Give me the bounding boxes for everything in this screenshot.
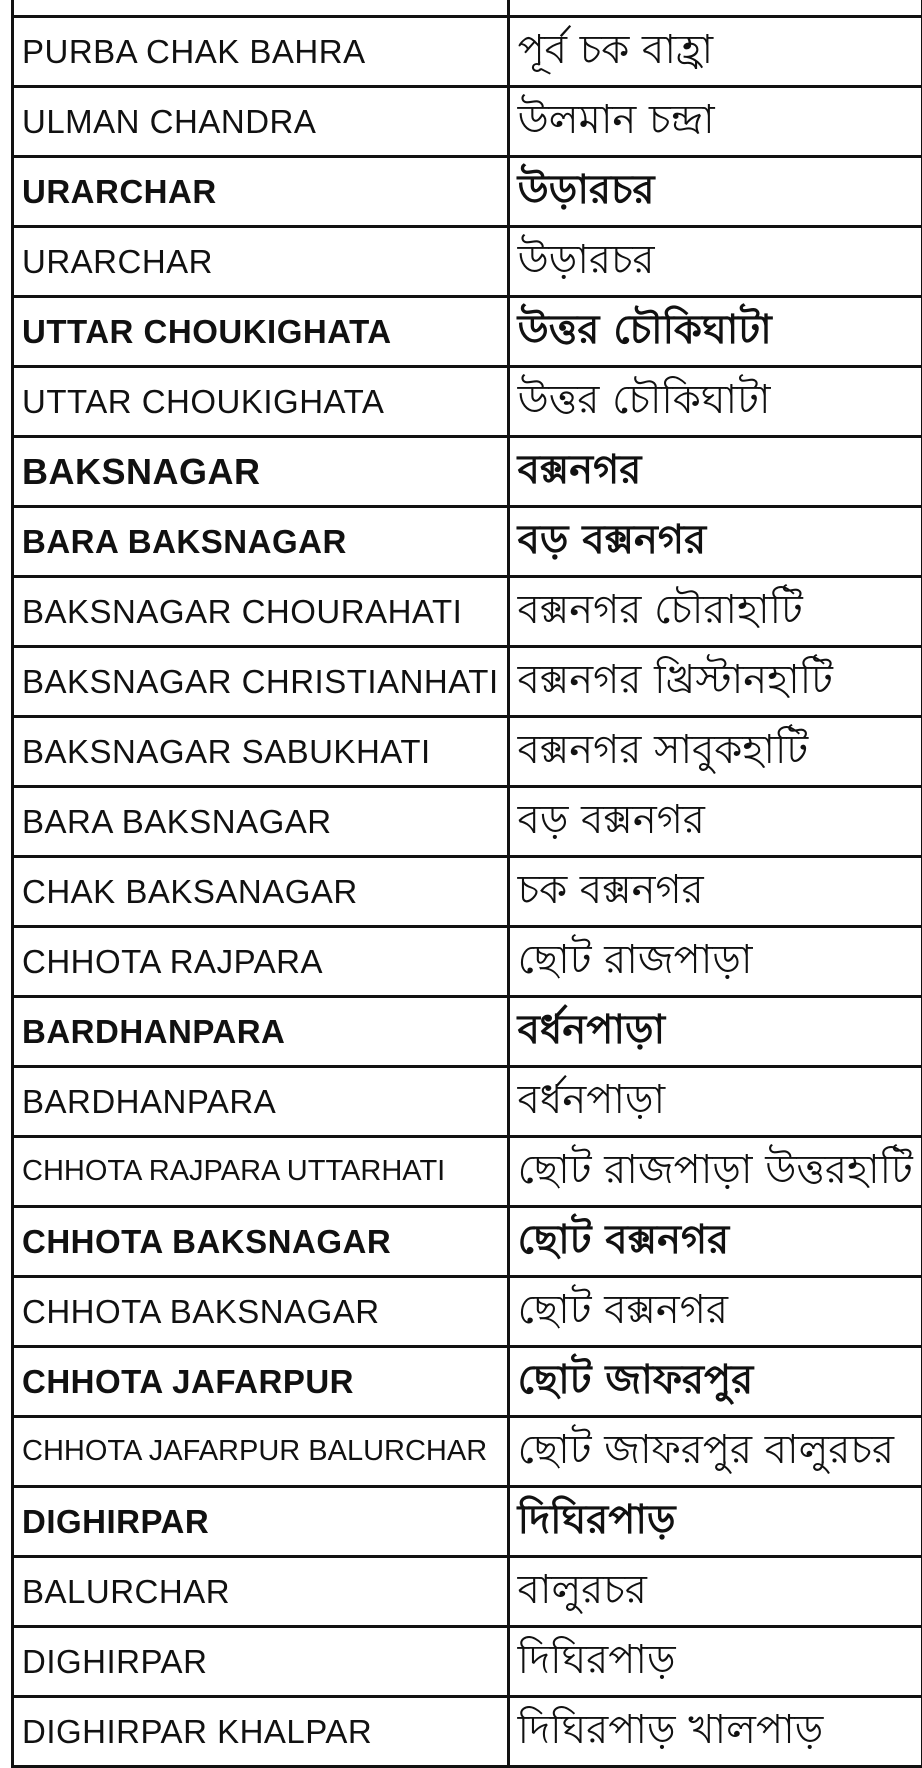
bengali-name-cell: [508, 0, 922, 17]
table-row: [13, 437, 922, 507]
bengali-name-cell: বক্সনগর খ্রিস্টানহাটি: [508, 647, 922, 717]
table-body: [13, 0, 922, 1767]
table-row: [13, 857, 922, 927]
english-name-cell: BAKSNAGAR CHRISTIANHATI: [13, 647, 509, 717]
english-name-cell: CHAK BAKSANAGAR: [13, 857, 509, 927]
english-name-cell: CHHOTA BAKSNAGAR: [13, 1277, 509, 1347]
english-name-cell: DIGHIRPAR: [13, 1627, 509, 1697]
table-row: [13, 787, 922, 857]
bengali-name-cell: বক্সনগর: [508, 437, 922, 507]
bengali-name-cell: ছোট বক্সনগর: [508, 1207, 922, 1277]
english-name-cell: BARDHANPARA: [13, 1067, 509, 1137]
left-margin: [0, 0, 11, 1613]
english-name-cell: UTTAR CHOUKIGHATA: [13, 367, 509, 437]
table-row: [13, 17, 922, 87]
bengali-name-cell: ছোট জাফরপুর: [508, 1347, 922, 1417]
english-name-cell: [13, 0, 509, 17]
bengali-name-cell: ছোট বক্সনগর: [508, 1277, 922, 1347]
table-row: [13, 507, 922, 577]
english-name-cell: BARDHANPARA: [13, 997, 509, 1067]
english-name-cell: BARA BAKSNAGAR: [13, 507, 509, 577]
table-row: [13, 1487, 922, 1557]
bengali-name-cell: দিঘিরপাড়: [508, 1627, 922, 1697]
table-row: [13, 1067, 922, 1137]
table-row: [13, 1557, 922, 1627]
bengali-name-cell: বক্সনগর সাবুকহাটি: [508, 717, 922, 787]
bengali-name-cell: দিঘিরপাড় খালপাড়: [508, 1697, 922, 1767]
bengali-name-cell: বর্ধনপাড়া: [508, 1067, 922, 1137]
table-row: [13, 1417, 922, 1487]
english-name-cell: BALURCHAR: [13, 1557, 509, 1627]
bengali-name-cell: উড়ারচর: [508, 157, 922, 227]
bengali-name-cell: দিঘিরপাড়: [508, 1487, 922, 1557]
table-row: [13, 1627, 922, 1697]
english-name-cell: URARCHAR: [13, 227, 509, 297]
bengali-name-cell: ছোট জাফরপুর বালুরচর: [508, 1417, 922, 1487]
bengali-name-cell: উত্তর চৌকিঘাটা: [508, 367, 922, 437]
table-row: [13, 1277, 922, 1347]
english-name-cell: DIGHIRPAR: [13, 1487, 509, 1557]
english-name-cell: CHHOTA BAKSNAGAR: [13, 1207, 509, 1277]
bengali-name-cell: উত্তর চৌকিঘাটা: [508, 297, 922, 367]
english-name-cell: BAKSNAGAR: [13, 437, 509, 507]
table-row: [13, 0, 922, 17]
table-row: [13, 1697, 922, 1767]
table-row: [13, 927, 922, 997]
bengali-name-cell: বর্ধনপাড়া: [508, 997, 922, 1067]
english-name-cell: BARA BAKSNAGAR: [13, 787, 509, 857]
bengali-name-cell: পূর্ব চক বাহ্রা: [508, 17, 922, 87]
table-row: [13, 1207, 922, 1277]
english-name-cell: URARCHAR: [13, 157, 509, 227]
english-name-cell: UTTAR CHOUKIGHATA: [13, 297, 509, 367]
table-row: [13, 647, 922, 717]
english-name-cell: ULMAN CHANDRA: [13, 87, 509, 157]
english-name-cell: PURBA CHAK BAHRA: [13, 17, 509, 87]
bengali-name-cell: চক বক্সনগর: [508, 857, 922, 927]
bengali-name-cell: বালুরচর: [508, 1557, 922, 1627]
bengali-name-cell: বড় বক্সনগর: [508, 787, 922, 857]
table-row: [13, 577, 922, 647]
table-row: [13, 297, 922, 367]
table-row: [13, 367, 922, 437]
english-name-cell: CHHOTA JAFARPUR BALURCHAR: [13, 1417, 509, 1487]
table-row: [13, 1137, 922, 1207]
english-name-cell: DIGHIRPAR KHALPAR: [13, 1697, 509, 1767]
english-name-cell: CHHOTA RAJPARA: [13, 927, 509, 997]
bengali-name-cell: উড়ারচর: [508, 227, 922, 297]
english-name-cell: CHHOTA RAJPARA UTTARHATI: [13, 1137, 509, 1207]
village-name-table: [11, 0, 922, 1768]
table-row: [13, 227, 922, 297]
bengali-name-cell: উলমান চন্দ্রা: [508, 87, 922, 157]
table-row: [13, 997, 922, 1067]
table-row: [13, 157, 922, 227]
bengali-name-cell: ছোট রাজপাড়া উত্তরহাটি: [508, 1137, 922, 1207]
table-row: [13, 1347, 922, 1417]
table-row: [13, 717, 922, 787]
bengali-name-cell: বড় বক্সনগর: [508, 507, 922, 577]
bengali-name-cell: ছোট রাজপাড়া: [508, 927, 922, 997]
english-name-cell: BAKSNAGAR CHOURAHATI: [13, 577, 509, 647]
table-row: [13, 87, 922, 157]
english-name-cell: BAKSNAGAR SABUKHATI: [13, 717, 509, 787]
english-name-cell: CHHOTA JAFARPUR: [13, 1347, 509, 1417]
bengali-name-cell: বক্সনগর চৌরাহাটি: [508, 577, 922, 647]
